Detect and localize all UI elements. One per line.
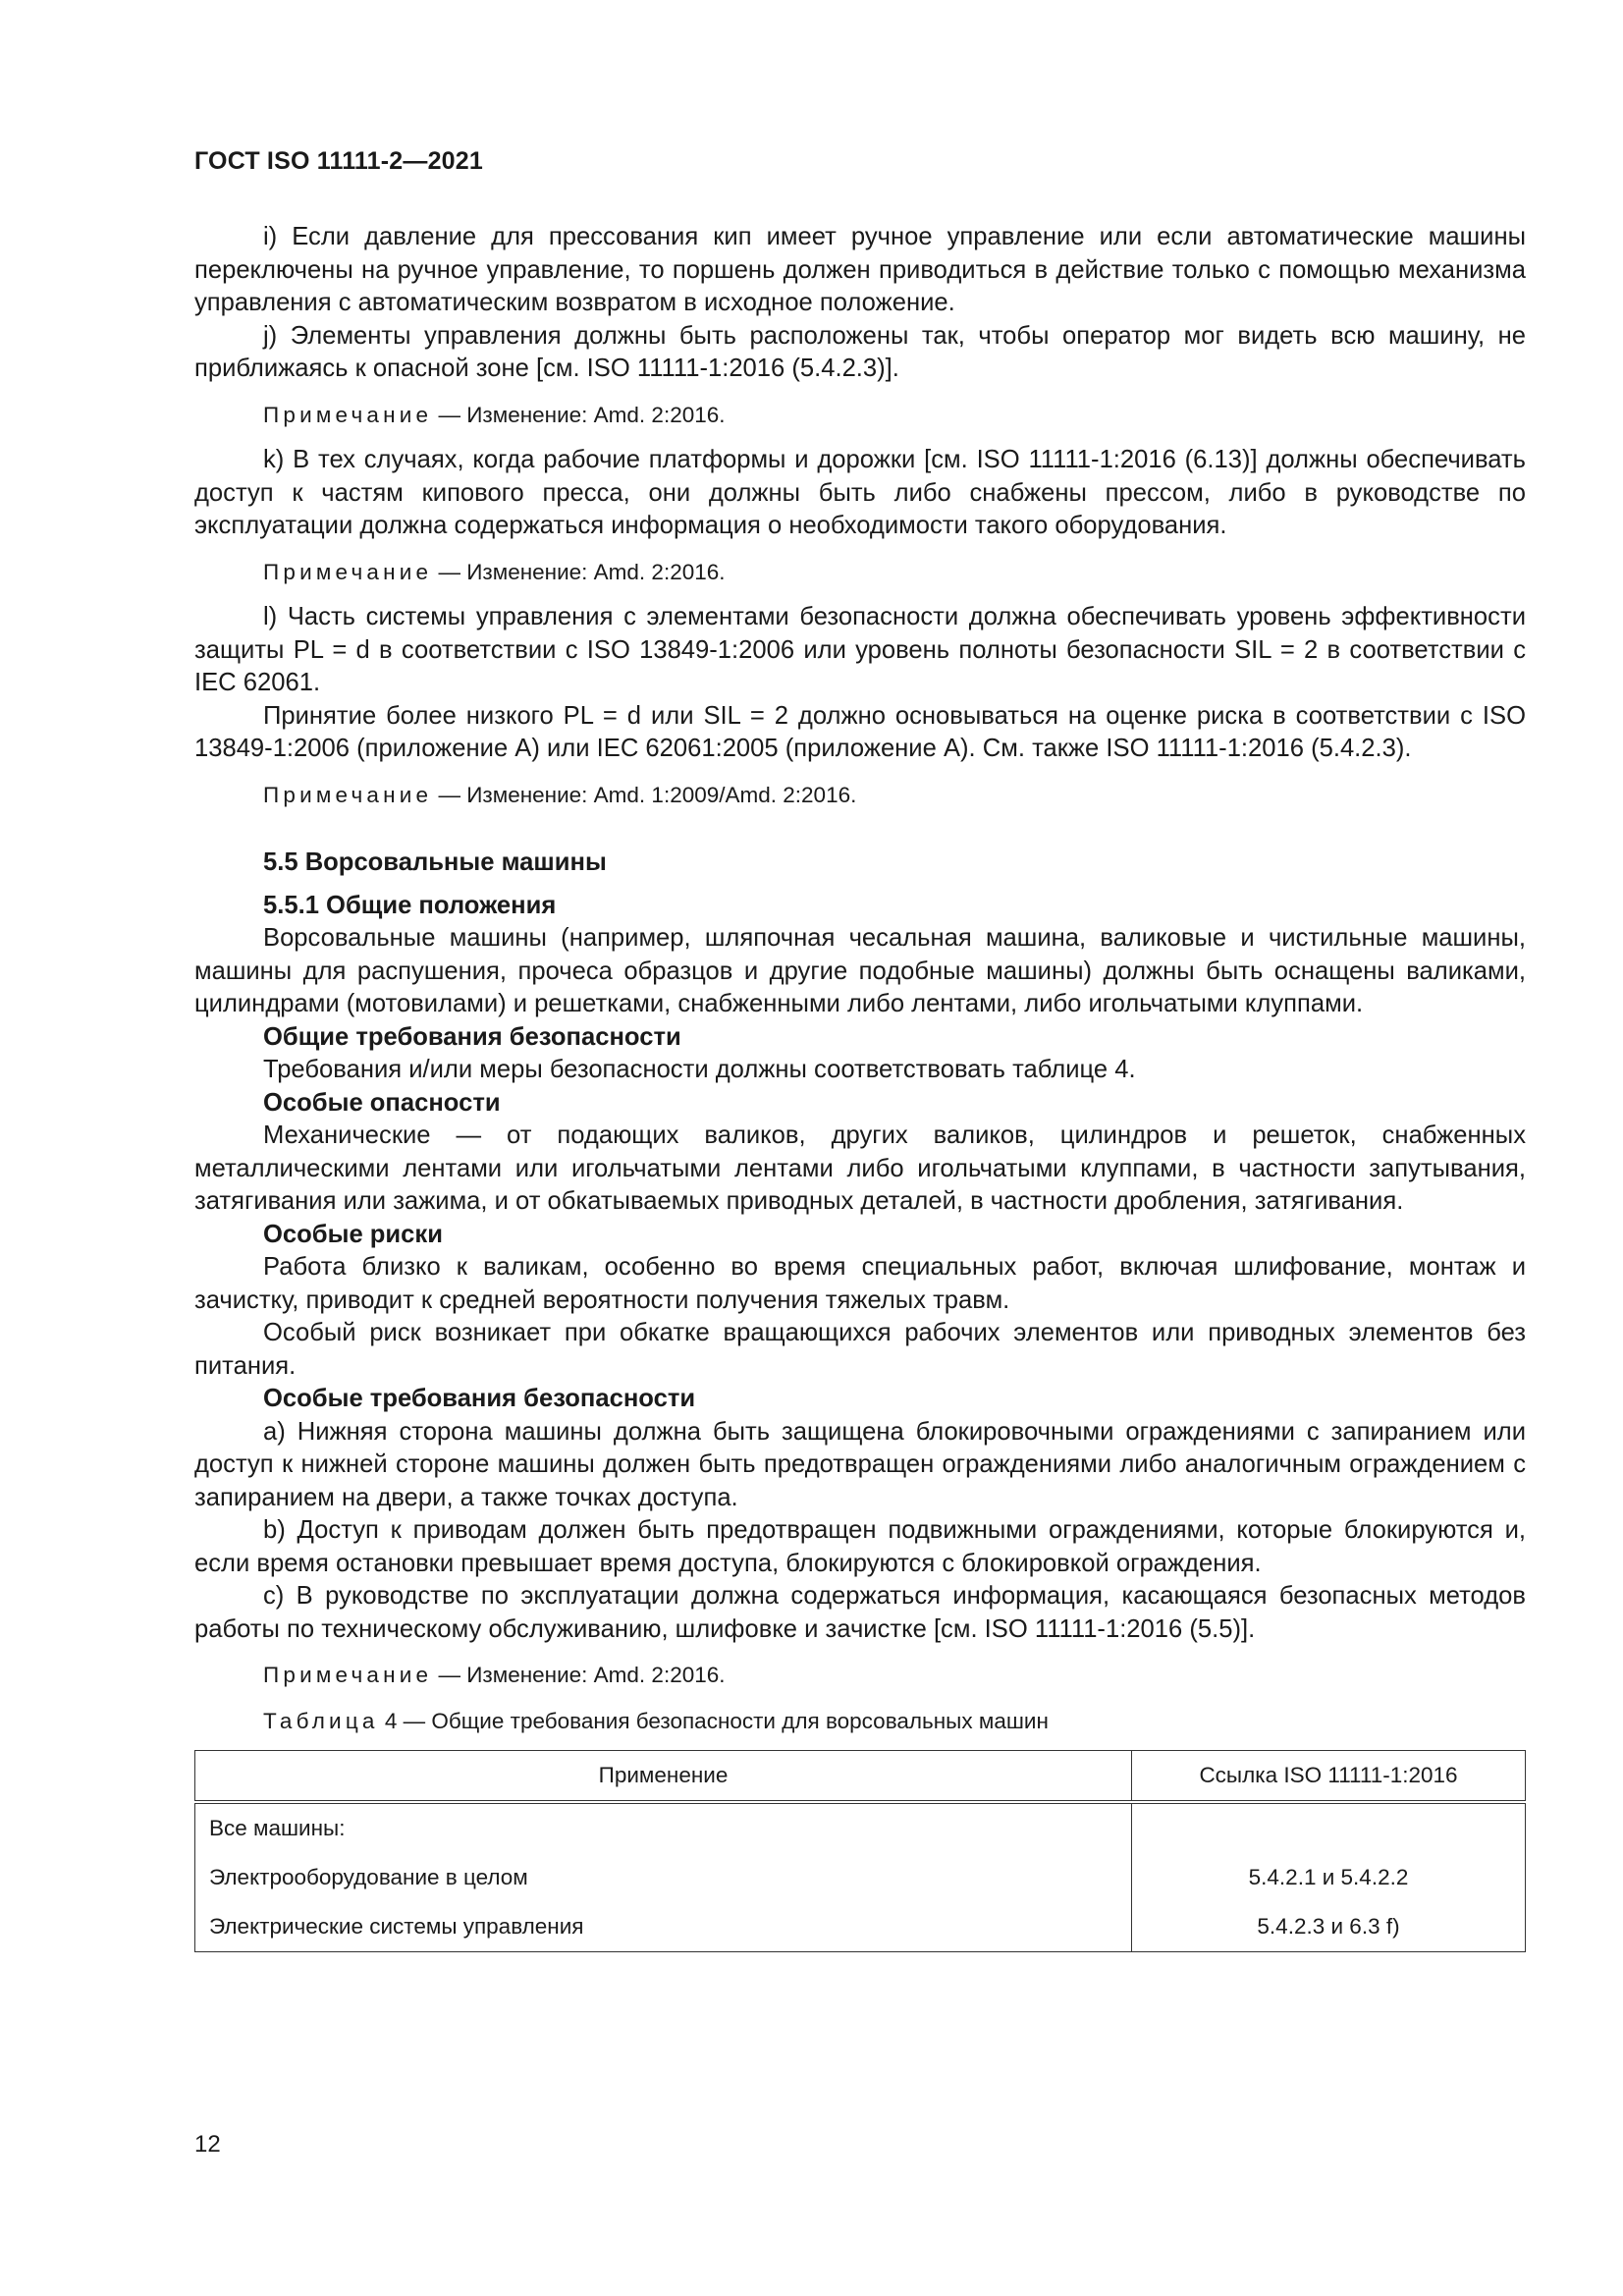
table-caption <box>194 1705 1526 1738</box>
page-number: 12 <box>194 2131 221 2158</box>
subsection-title: 5.5.1 Общие положения <box>263 891 557 919</box>
risks-text-1: Работа близко к валикам, особенно во время специальных работ, включая шлифование, монтаж и зачистку, приводит к средней вероятности получения тяжелых травм. <box>194 1253 1526 1314</box>
table-cell-application: Электрические системы управления <box>195 1902 1132 1952</box>
table-caption-text: 4 — Общие требования безопасности для ворсовальных машин <box>384 1708 1049 1733</box>
page-content <box>194 221 1526 1952</box>
paragraph-k: k) В тех случаях, когда рабочие платформы и дорожки [см. ISO 11111-1:2016 (6.13)] должны обеспечивать доступ к частям кипового пресса, они должны быть либо снабжены прессом, либо в руководстве по эксплуатации должна содержаться информация о необходимости такого оборудования. <box>194 446 1526 539</box>
general-text: Ворсовальные машины (например, шляпочная чесальная машина, валиковые и чистильные машины, машины для распушения, прочеса образцов и другие подобные машины) должны быть оснащены валиками, цилиндрами (мотовилами) и решетками, снабженными либо лентами, либо игольчатыми клуппами. <box>194 924 1526 1017</box>
paragraph-i: i) Если давление для прессования кип имеет ручное управление или если автоматические машины переключены на ручное управление, то поршень должен приводиться в действие только с помощью механизма управления с автоматическим возвратом в исходное положение. <box>194 223 1526 316</box>
table-caption-label: Таблица <box>263 1708 379 1733</box>
table-header-row <box>195 1751 1526 1803</box>
requirements-table <box>194 1750 1526 1952</box>
hazards-text: Механические — от подающих валиков, других валиков, цилиндров и решеток, снабженных металлическими лентами или игольчатыми лентами либо игольчатыми клуппами, в частности запутывания, затягивания или зажима, и от обкатываемых приводных деталей, в частности дробления, затягивания. <box>194 1121 1526 1215</box>
document-id-header: ГОСТ ISO 11111-2—2021 <box>194 147 483 175</box>
requirement-b: b) Доступ к приводам должен быть предотвращен подвижными ограждениями, которые блокируются и, если время остановки превышает время доступа, блокируются с блокировкой ограждения. <box>194 1516 1526 1577</box>
note-text: — Изменение: Amd. 2:2016. <box>438 1663 726 1687</box>
requirement-a: a) Нижняя сторона машины должна быть защищена блокировочными ограждениями с запиранием или доступ к нижней стороне машины должен быть предотвращен ограждениями либо аналогичным ограждением с запиранием на двери, а также точках доступа. <box>194 1417 1526 1511</box>
requirement-c: c) В руководстве по эксплуатации должна содержаться информация, касающаяся безопасных методов работы по техническому обслуживанию, шлифовке и зачистке [см. ISO 11111-1:2016 (5.5)]. <box>194 1582 1526 1643</box>
note-4 <box>194 1659 1526 1692</box>
paragraph-l: l) Часть системы управления с элементами безопасности должна обеспечивать уровень эффективности защиты PL = d в соответствии с ISO 13849-1:2006 или уровень полноты безопасности SIL = 2 в соответствии с IEC 62061. <box>194 603 1526 696</box>
heading-risks: Особые риски <box>263 1220 443 1248</box>
section-title: 5.5 Ворсовальные машины <box>263 848 607 876</box>
heading-special-requirements: Особые требования безопасности <box>263 1385 696 1412</box>
note-2 <box>194 556 1526 589</box>
note-label: Примечание <box>263 402 433 427</box>
paragraph-j: j) Элементы управления должны быть расположены так, чтобы оператор мог видеть всю машину, не приближаясь к опасной зоне [см. ISO 11111-1:2016 (5.4.2.3)]. <box>194 321 1526 382</box>
note-label: Примечание <box>263 559 433 584</box>
note-1 <box>194 399 1526 432</box>
heading-general-requirements: Общие требования безопасности <box>263 1022 681 1051</box>
table-cell-reference <box>1132 1802 1526 1853</box>
table-row <box>195 1853 1526 1902</box>
heading-hazards: Особые опасности <box>263 1088 501 1117</box>
note-text: — Изменение: Amd. 2:2016. <box>438 559 726 584</box>
paragraph-l-continued: Принятие более низкого PL = d или SIL = 2 должно основываться на оценке риска в соответствии с ISO 13849-1:2006 (приложение A) или IEC 62061:2005 (приложение A). См. также ISO 11111-1:2016 (5.4.2.3). <box>194 701 1526 762</box>
note-3 <box>194 779 1526 812</box>
table-header-application: Применение <box>195 1751 1132 1803</box>
table-header-reference: Ссылка ISO 11111-1:2016 <box>1132 1751 1526 1803</box>
table-cell-application: Все машины: <box>195 1802 1132 1853</box>
note-label: Примечание <box>263 782 433 807</box>
general-requirements-text: Требования и/или меры безопасности должны соответствовать таблице 4. <box>263 1056 1136 1083</box>
note-text: — Изменение: Amd. 2:2016. <box>438 402 726 427</box>
table-cell-reference: 5.4.2.1 и 5.4.2.2 <box>1132 1853 1526 1902</box>
risks-text-2: Особый риск возникает при обкатке вращающихся рабочих элементов или приводных элементов без питания. <box>194 1319 1526 1380</box>
table-cell-application: Электрооборудование в целом <box>195 1853 1132 1902</box>
table-row <box>195 1902 1526 1952</box>
table-row <box>195 1802 1526 1853</box>
table-cell-reference: 5.4.2.3 и 6.3 f) <box>1132 1902 1526 1952</box>
note-label: Примечание <box>263 1663 433 1687</box>
note-text: — Изменение: Amd. 1:2009/Amd. 2:2016. <box>438 782 857 807</box>
